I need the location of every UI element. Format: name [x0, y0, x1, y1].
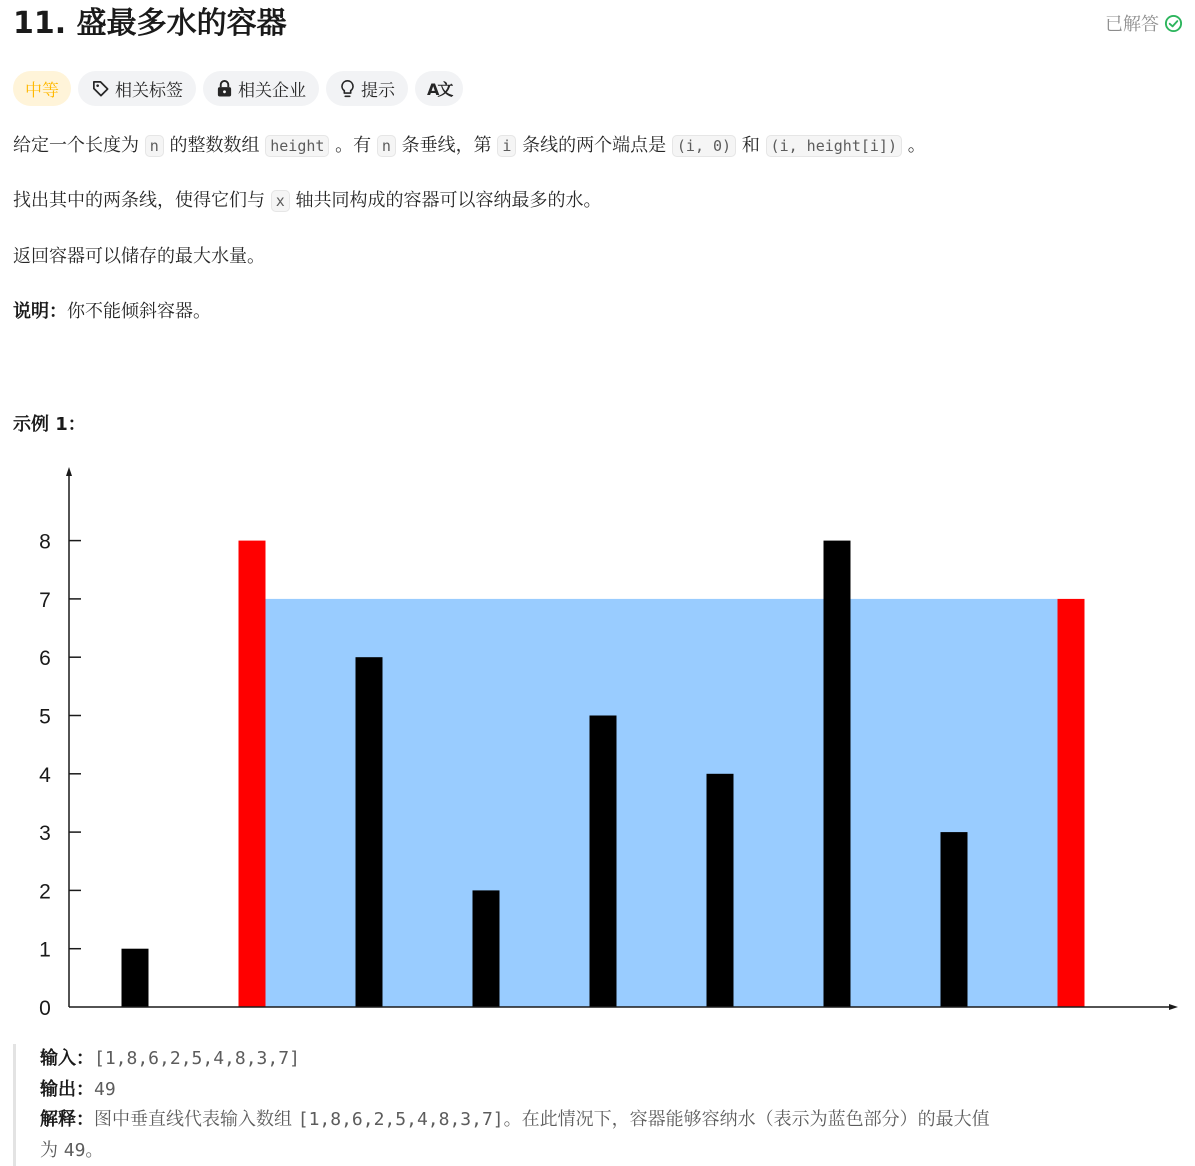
container-chart [0, 455, 1195, 1027]
output-value: 49 [94, 1078, 116, 1100]
y-tick-label: 7 [39, 588, 51, 612]
example-block [13, 1044, 1173, 1166]
hint-button[interactable] [326, 71, 408, 106]
x-axis-arrow [1169, 1004, 1178, 1010]
inline-code: height [265, 135, 329, 157]
tag-bar [13, 71, 463, 106]
input-value: [1,8,6,2,5,4,8,3,7] [94, 1048, 300, 1069]
height-bar [122, 949, 149, 1007]
translate-button[interactable] [415, 71, 463, 106]
height-bar [590, 716, 617, 1008]
lightbulb-icon [339, 79, 356, 99]
example-input-line [40, 1044, 1173, 1075]
y-tick-label: 5 [39, 705, 51, 729]
water-area [266, 599, 1058, 1007]
inline-code: i [497, 135, 516, 157]
problem-title: 11. 盛最多水的容器 [13, 6, 287, 41]
related-companies-button[interactable] [203, 71, 319, 106]
y-tick-label: 8 [39, 530, 51, 554]
explain-array: [1,8,6,2,5,4,8,3,7] [297, 1109, 504, 1130]
output-label: 输出： [40, 1078, 94, 1100]
height-bar [473, 890, 500, 1007]
height-bar [356, 657, 383, 1007]
note-label: 说明： [13, 301, 67, 322]
example-output-line [40, 1075, 1173, 1106]
description-note [13, 297, 211, 327]
y-tick-label: 3 [39, 822, 51, 846]
y-axis-arrow [66, 467, 72, 476]
height-bar [941, 832, 968, 1007]
height-bar [707, 774, 734, 1007]
inline-code: (i, 0) [672, 135, 736, 157]
difficulty-badge[interactable] [13, 71, 71, 106]
difficulty-label: 中等 [25, 81, 59, 101]
related-companies-label: 相关企业 [238, 81, 306, 101]
input-label: 输入： [40, 1048, 94, 1069]
solved-status [1105, 10, 1183, 36]
y-tick-label: 0 [39, 997, 51, 1020]
y-tick-label: 4 [39, 763, 51, 787]
inline-code: (i, height[i]) [766, 135, 902, 157]
inline-code: n [377, 135, 396, 157]
inline-code: x [271, 190, 290, 212]
lock-icon [216, 79, 233, 98]
translate-icon: A文 [427, 80, 452, 99]
related-tags-button[interactable] [78, 71, 196, 106]
description-paragraph-1: 给定一个长度为 n 的整数数组 height 。有 n 条垂线，第 i 条线的两个端点是 (i, 0) 和 (i, height[i]) 。 [13, 135, 926, 156]
note-text: 你不能倾斜容器。 [67, 301, 211, 322]
example-title: 示例 1： [13, 414, 86, 435]
check-circle-icon [1164, 14, 1183, 33]
description-paragraph-2: 找出其中的两条线，使得它们与 x 轴共同构成的容器可以容纳最多的水。 [13, 190, 602, 211]
hint-label: 提示 [361, 81, 395, 101]
container-wall-bar [239, 541, 266, 1007]
height-bar [824, 541, 851, 1007]
solved-label: 已解答 [1105, 14, 1159, 35]
explain-label: 解释： [40, 1109, 94, 1130]
y-tick-label: 1 [39, 938, 51, 962]
related-tags-label: 相关标签 [115, 81, 183, 101]
inline-code: n [145, 135, 164, 157]
explain-value: 49 [63, 1139, 86, 1161]
y-tick-label: 6 [39, 647, 51, 671]
description-paragraph-3: 返回容器可以储存的最大水量。 [13, 246, 265, 267]
y-tick-label: 2 [39, 880, 51, 904]
example-explain-line: 解释：图中垂直线代表输入数组 [1,8,6,2,5,4,8,3,7]。在此情况下，容器能够容纳水（表示为蓝色部分）的最大值 为 49。 [40, 1109, 990, 1161]
container-wall-bar [1058, 599, 1085, 1007]
tag-icon [91, 79, 110, 98]
